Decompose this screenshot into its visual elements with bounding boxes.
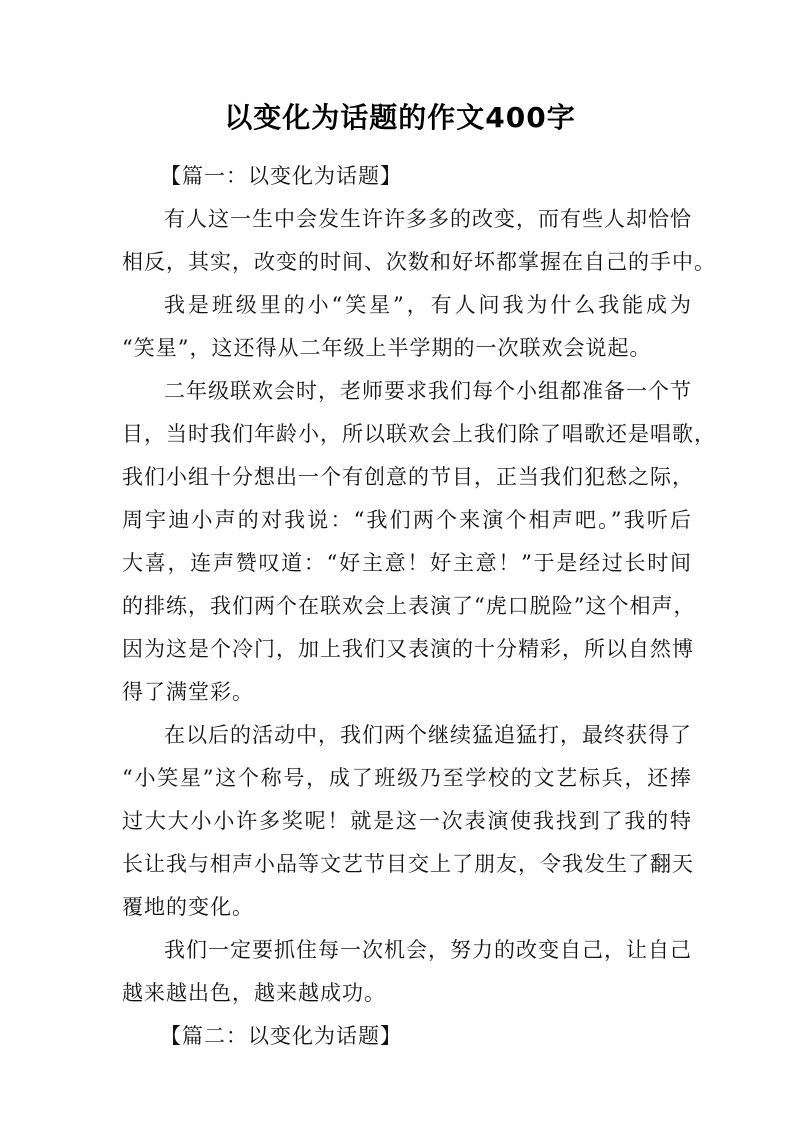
section-heading: 【篇二：以变化为话题】 <box>160 1024 402 1048</box>
section-heading: 【篇一：以变化为话题】 <box>160 164 402 188</box>
paragraph-line: 过大大小小许多奖呢！就是这一次表演使我找到了我的特 <box>122 809 692 833</box>
paragraph-line: 覆地的变化。 <box>122 895 254 919</box>
paragraph-line: 目，当时我们年龄小，所以联欢会上我们除了唱歌还是唱歌， <box>122 422 716 446</box>
paragraph-line: 周宇迪小声的对我说：“我们两个来演个相声吧。”我听后 <box>122 508 692 532</box>
paragraph-line: 有人这一生中会发生许许多多的改变，而有些人却恰恰 <box>164 207 692 231</box>
paragraph-line: 大喜，连声赞叹道：“好主意！好主意！”于是经过长时间 <box>122 551 692 575</box>
paragraph-line: “小笑星”这个称号，成了班级乃至学校的文艺标兵，还捧 <box>122 766 692 790</box>
paragraph-line: 我们小组十分想出一个有创意的节目，正当我们犯愁之际， <box>122 465 694 489</box>
paragraph-line: 的排练，我们两个在联欢会上表演了“虎口脱险”这个相声， <box>122 594 696 618</box>
paragraph-line: 在以后的活动中，我们两个继续猛追猛打，最终获得了 <box>164 723 692 747</box>
paragraph-line: 得了满堂彩。 <box>122 680 254 704</box>
paragraph-line: “笑星”，这还得从二年级上半学期的一次联欢会说起。 <box>122 336 652 360</box>
paragraph-line: 我们一定要抓住每一次机会，努力的改变自己，让自己 <box>164 938 692 962</box>
paragraph-line: 我是班级里的小“笑星”，有人问我为什么我能成为 <box>164 293 692 317</box>
document-title: 以变化为话题的作文400字 <box>224 101 576 134</box>
paragraph-line: 长让我与相声小品等文艺节目交上了朋友，令我发生了翻天 <box>122 852 694 876</box>
paragraph-line: 越来越出色，越来越成功。 <box>122 981 386 1005</box>
paragraph-line: 二年级联欢会时，老师要求我们每个小组都准备一个节 <box>164 379 692 403</box>
paragraph-line: 相反，其实，改变的时间、次数和好坏都掌握在自己的手中。 <box>122 250 716 274</box>
paragraph-line: 因为这是个冷门，加上我们又表演的十分精彩，所以自然博 <box>122 637 694 661</box>
